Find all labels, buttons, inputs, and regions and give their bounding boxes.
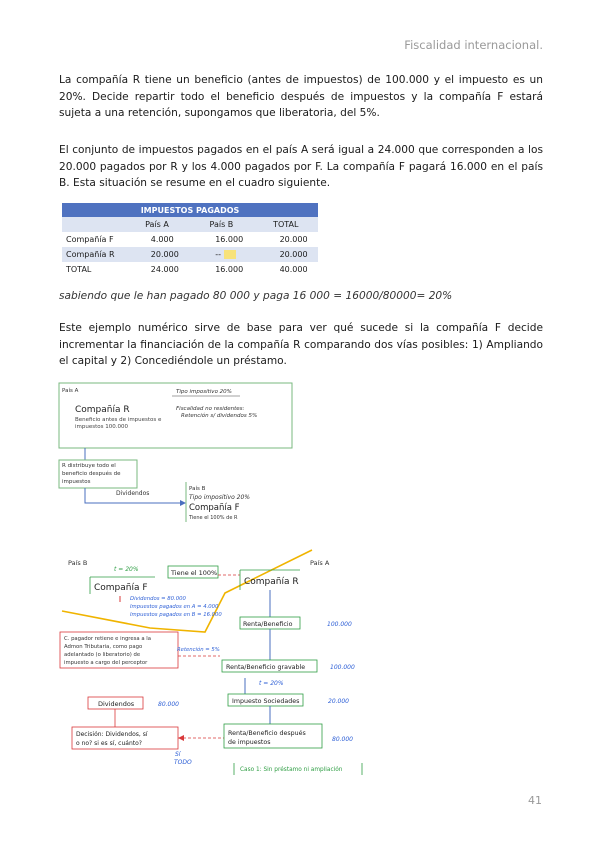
corporate-tax-value: 20.000: [328, 698, 349, 705]
table-cell: TOTAL: [62, 262, 125, 277]
after-tax-label-1: Renta/Beneficio después: [228, 730, 306, 737]
company-f: Compañía F: [94, 583, 148, 593]
table-cell: 24.000: [125, 262, 189, 277]
withholding-rate: Retención = 5%: [177, 647, 220, 653]
taxable-value: 100.000: [330, 664, 355, 671]
payer-text-2: Admon Tributaria, como pago: [64, 644, 143, 650]
company-f-label: Compañía F: [189, 503, 240, 513]
income-label: Renta/Beneficio: [243, 621, 293, 628]
table-cell: 40.000: [254, 262, 318, 277]
dividends-label: Dividendos: [116, 490, 150, 497]
ownership-label: Tiene el 100%: [171, 569, 218, 577]
yes-label: Sí: [175, 751, 181, 758]
tax-rate-b-label: Tipo impositivo 20%: [189, 494, 250, 501]
decision-text-1: Decisión: Dividendos, sí: [76, 731, 148, 738]
taxes-paid-b: Impuestos pagados en B = 16.000: [130, 612, 222, 618]
withholding-label: Retención s/ dividendos 5%: [181, 413, 258, 419]
dividends-label: Dividendos: [98, 700, 135, 708]
tax-rate-b: t = 20%: [114, 566, 139, 573]
table-cell: 20.000: [254, 232, 318, 247]
corporate-tax-label: Impuesto Sociedades: [232, 698, 300, 705]
distribution-text-3: impuestos: [62, 479, 91, 485]
decision-text-2: o no? si es sí, cuánto?: [76, 740, 142, 747]
payer-text-4: impuesto a cargo del perceptor: [64, 660, 148, 666]
page-header: Fiscalidad internacional.: [404, 38, 543, 52]
table-cell: 20.000: [254, 247, 318, 262]
case-label: Caso 1: Sin préstamo ni ampliación: [240, 767, 343, 773]
dividends-value: 80.000: [158, 701, 179, 708]
country-a-label: País A: [310, 559, 330, 567]
table-cell: 20.000: [125, 247, 189, 262]
paragraph-3: Este ejemplo numérico sirve de base para ver qué sucede si la compañía F decide incrementar la financiación de la compañía R comparando dos vías posibles: 1) Ampliando el capital y 2) Concediéndole un préstamo.: [59, 322, 543, 367]
taxes-paid-a: Impuestos pagados en A = 4.000: [130, 604, 219, 610]
company-r-label: Compañía R: [75, 405, 130, 415]
distribution-text-2: beneficio después de: [62, 471, 121, 477]
paragraph-1: La compañía R tiene un beneficio (antes de impuestos) de 100.000 y el impuesto es un 20%. Decide repartir todo el beneficio después de impuestos y la compañía F estará sujeta a una retención, supongamos que liberatoria, del 5%.: [59, 74, 543, 119]
table-header-cell: TOTAL: [254, 217, 318, 232]
income-value: 100.000: [327, 621, 352, 628]
table-header-cell: País B: [189, 217, 253, 232]
table-title: IMPUESTOS PAGADOS: [62, 203, 318, 217]
table-cell-text: --: [215, 250, 221, 259]
payer-text-1: C. pagador retiene e ingresa a la: [64, 636, 151, 642]
table-cell: 16.000: [189, 262, 253, 277]
table-cell: Compañía R: [62, 247, 125, 262]
dividends-amount: Dividendos = 80.000: [130, 596, 186, 602]
paragraph-2: El conjunto de impuestos pagados en el país A será igual a 24.000 que corresponden a los 20.000 pagados por R y los 4.000 pagados por F. La compañía F pagará 16.000 en el país B. Esta situación se resume en el cuadro siguiente.: [59, 144, 543, 189]
payer-text-3: adelantado (o liberatorio) de: [64, 652, 141, 658]
arrow-head: [180, 500, 186, 506]
country-b-label: País B: [189, 486, 206, 492]
company-r: Compañía R: [244, 577, 299, 587]
table-cell: 16.000: [189, 232, 253, 247]
non-resident-tax-label: Fiscalidad no residentes:: [176, 406, 245, 412]
diagram-1: [59, 383, 292, 522]
corporate-tax-rate: t = 20%: [259, 680, 284, 687]
profit-label: Beneficio antes de impuestos e: [75, 417, 162, 423]
table-header-cell: País A: [125, 217, 189, 232]
diagram-2: [60, 550, 362, 775]
arrow-head: [178, 735, 184, 741]
country-a-label: País A: [62, 388, 79, 394]
all-label: TODO: [174, 759, 192, 766]
country-b-label: País B: [68, 559, 88, 567]
ownership-label: Tiene el 100% de R: [189, 515, 238, 521]
italic-note: sabiendo que le han pagado 80 000 y paga 16 000 = 16000/80000= 20%: [59, 290, 453, 302]
tax-rate-label: Tipo impositivo 20%: [176, 389, 232, 395]
table-cell: 4.000: [125, 232, 189, 247]
page-number: 41: [528, 794, 542, 807]
table-cell: Compañía F: [62, 232, 125, 247]
distribution-text-1: R distribuye todo el: [62, 463, 116, 469]
taxable-label: Renta/Beneficio gravable: [226, 664, 306, 671]
after-tax-label-2: de impuestos: [228, 739, 271, 746]
after-tax-value: 80.000: [332, 736, 353, 743]
profit-label-2: impuestos 100.000: [75, 424, 128, 430]
